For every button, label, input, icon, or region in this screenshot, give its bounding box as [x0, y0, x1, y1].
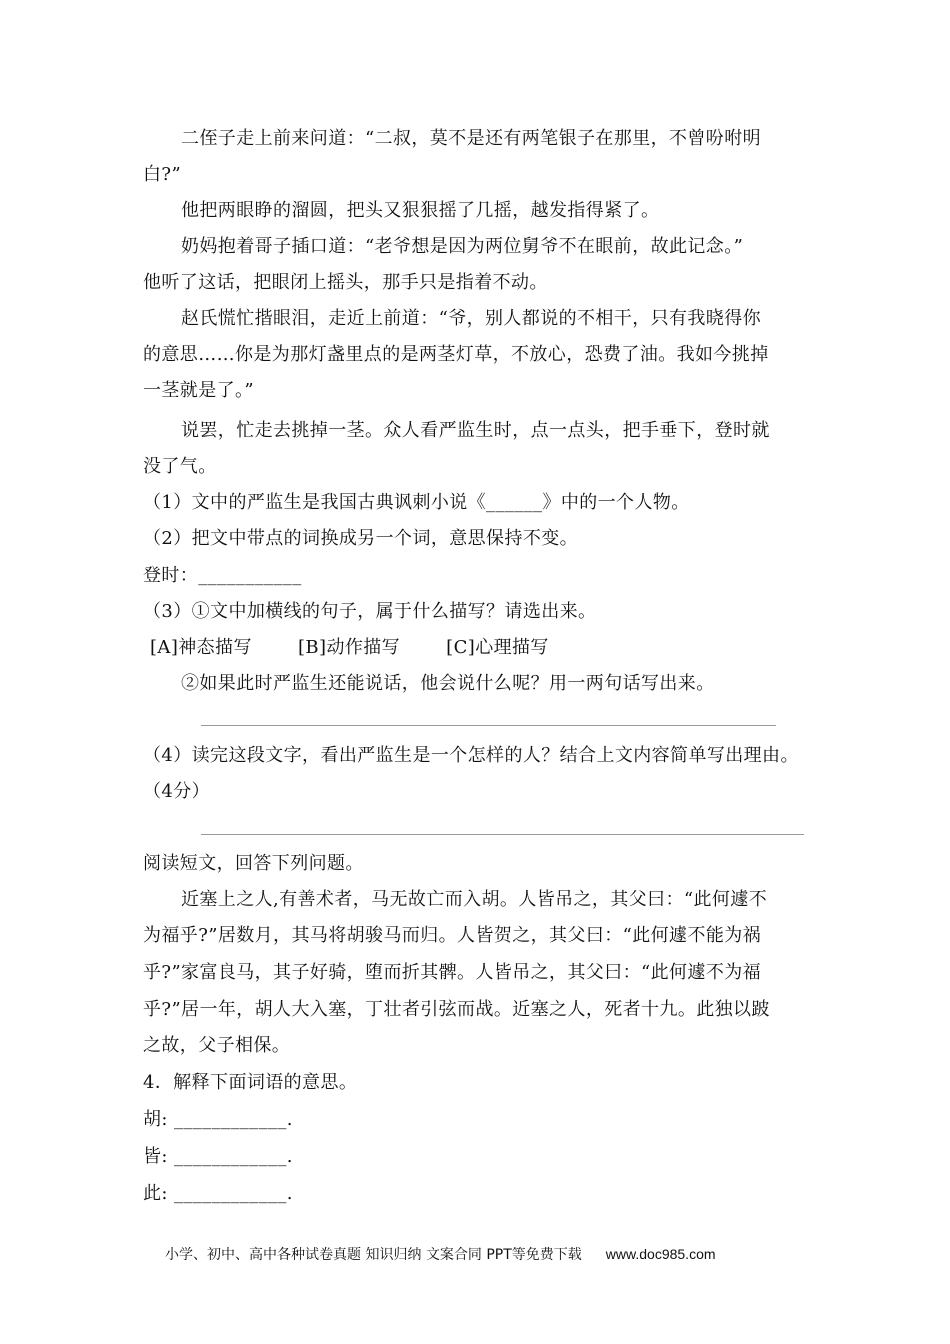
option-b: [B]动作描写: [297, 637, 401, 658]
question-3: （3）①文中加横线的句子，属于什么描写？请选出来。: [143, 601, 597, 622]
word-definition: 胡: ____________.: [143, 1109, 293, 1130]
passage-line: 赵氏慌忙揩眼泪，走近上前道：“爷，别人都说的不相干，只有我晓得你: [181, 308, 761, 329]
question-4-score: （4分）: [143, 781, 211, 802]
classical-text-line: 之故，父子相保。: [143, 1035, 291, 1056]
classical-text-line: 近塞上之人,有善术者，马无故亡而入胡。人皆吊之，其父曰：“此何遽不: [181, 889, 768, 910]
classical-text-line: 乎?”居一年，胡人大入塞，丁壮者引弦而战。近塞之人，死者十九。此独以跛: [143, 999, 770, 1020]
question-2-answer: 登时：___________: [143, 565, 302, 586]
question-2: （2）把文中带点的词换成另一个词，意思保持不变。: [143, 528, 579, 549]
question-3-options: [150, 635, 549, 661]
section-intro: 阅读短文，回答下列问题。: [143, 853, 364, 874]
option-c: [C]心理描写: [446, 637, 549, 658]
passage-line: 他把两眼睁的溜圆，把头又狠狠摇了几摇，越发指得紧了。: [181, 200, 660, 221]
option-a: [A]神态描写: [150, 637, 252, 658]
passage-line: 的意思……你是为那灯盏里点的是两茎灯草，不放心，恐费了油。我如今挑掉: [143, 344, 769, 365]
passage-line: 没了气。: [143, 456, 217, 477]
question-4-title: 4．解释下面词语的意思。: [143, 1072, 358, 1093]
question-1: （1）文中的严监生是我国古典讽刺小说《______》中的一个人物。: [143, 492, 690, 513]
passage-line: 奶妈抱着哥子插口道：“老爷想是因为两位舅爷不在眼前，故此记念。”: [181, 236, 744, 257]
passage-line: 二侄子走上前来问道：“二叔，莫不是还有两笔银子在那里，不曾吩咐明: [181, 128, 761, 149]
passage-line: 说罢，忙走去挑掉一茎。众人看严监生时，点一点头，把手垂下，登时就: [181, 420, 770, 441]
passage-line: 他听了这话，把眼闭上摇头，那手只是指着不动。: [143, 272, 548, 293]
passage-line: 白?”: [143, 164, 182, 185]
footer-url[interactable]: www.doc985.com: [605, 1246, 716, 1262]
question-4: （4）读完这段文字，看出严监生是一个怎样的人？结合上文内容简单写出理由。: [143, 745, 799, 766]
answer-line: [201, 725, 776, 726]
word-definition: 此: ____________.: [143, 1183, 293, 1204]
passage-line: 一茎就是了。”: [143, 380, 255, 401]
classical-text-line: 乎?”家富良马，其子好骑，堕而折其髀。人皆吊之，其父曰：“此何遽不为福: [143, 962, 762, 983]
word-definition: 皆: ____________.: [143, 1146, 293, 1167]
answer-line: [201, 834, 804, 835]
page-footer: [165, 1244, 716, 1265]
question-3-part-2: ②如果此时严监生还能说话，他会说什么呢？用一两句话写出来。: [181, 673, 715, 694]
classical-text-line: 为福乎?”居数月，其马将胡骏马而归。人皆贺之，其父曰：“此何遽不能为祸: [143, 925, 762, 946]
footer-text: 小学、初中、高中各种试卷真题 知识归纳 文案合同 PPT等免费下载: [165, 1247, 582, 1263]
